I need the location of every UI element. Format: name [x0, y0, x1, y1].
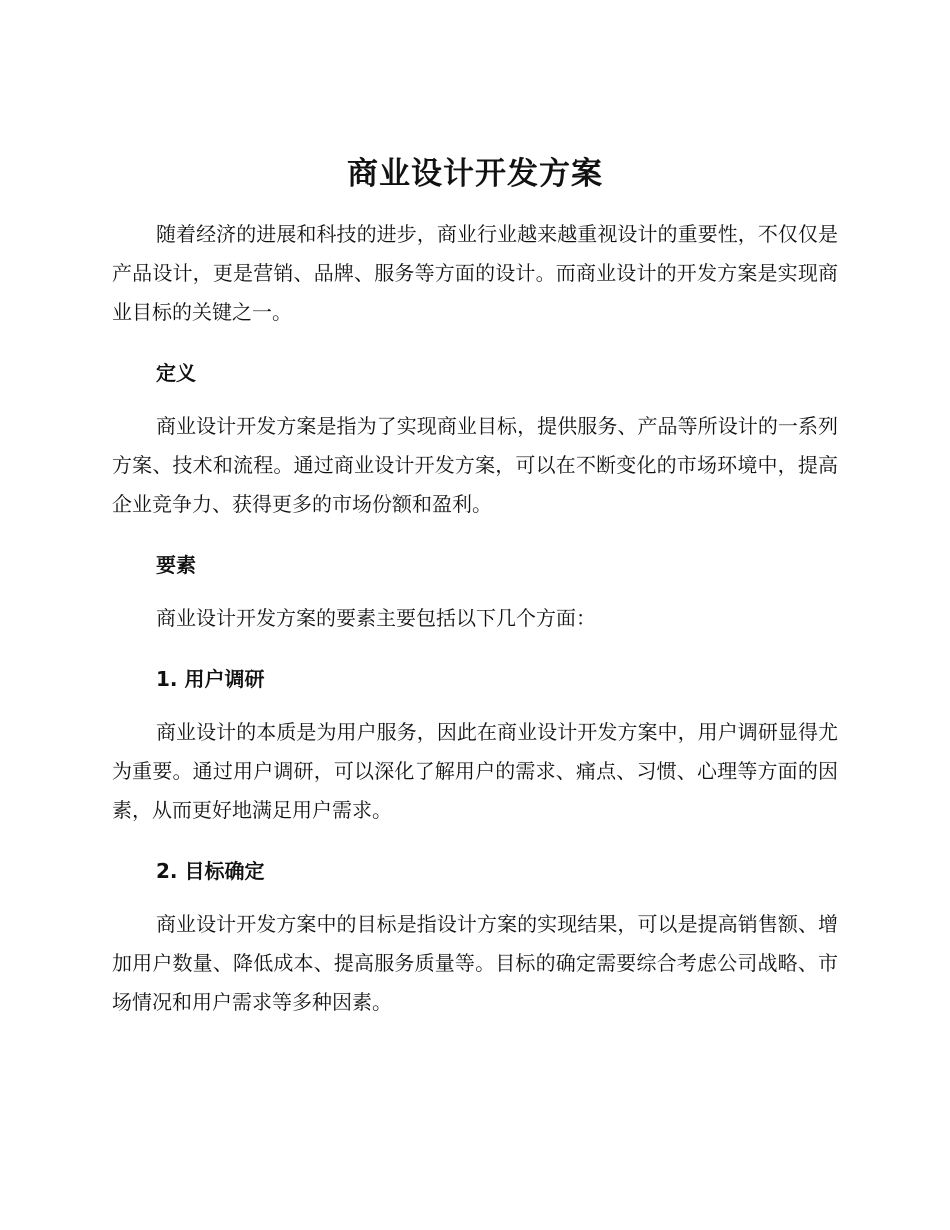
section-paragraph-elements: 商业设计开发方案的要素主要包括以下几个方面： [156, 606, 596, 630]
document-title: 商业设计开发方案 [347, 156, 603, 192]
section-heading-goal-setting: 2. 目标确定 [156, 859, 265, 883]
section-heading-elements: 要素 [156, 553, 196, 577]
section-paragraph-goal-setting: 商业设计开发方案中的目标是指设计方案的实现结果，可以是提高销售额、增加用户数量、降低成本、提高服务质量等。目标的确定需要综合考虑公司战略、市场情况和用户需求等多种因素。 [112, 912, 838, 1014]
intro-paragraph: 随着经济的进展和科技的进步，商业行业越来越重视设计的重要性，不仅仅是产品设计，更是营销、品牌、服务等方面的设计。而商业设计的开发方案是实现商业目标的关键之一。 [112, 222, 838, 324]
section-paragraph-definition: 商业设计开发方案是指为了实现商业目标，提供服务、产品等所设计的一系列方案、技术和流程。通过商业设计开发方案，可以在不断变化的市场环境中，提高企业竞争力、获得更多的市场份额和盈利。 [112, 414, 838, 516]
section-heading-definition: 定义 [156, 361, 196, 385]
section-paragraph-user-research: 商业设计的本质是为用户服务，因此在商业设计开发方案中，用户调研显得尤为重要。通过用户调研，可以深化了解用户的需求、痛点、习惯、心理等方面的因素，从而更好地满足用户需求。 [112, 720, 838, 822]
section-heading-user-research: 1. 用户调研 [156, 667, 265, 691]
